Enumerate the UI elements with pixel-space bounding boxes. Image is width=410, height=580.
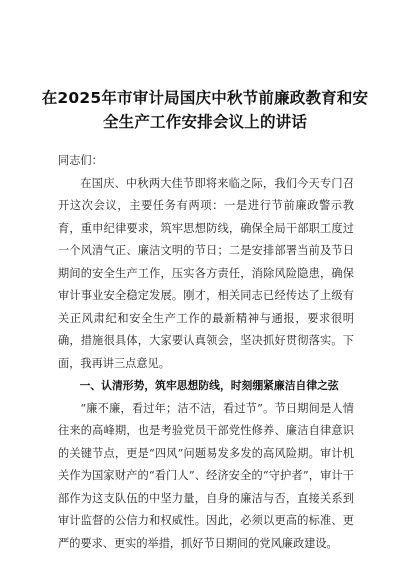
document-title: 在2025年市审计局国庆中秋节前廉政教育和安全生产工作安排会议上的讲话 xyxy=(41,89,369,131)
document-body xyxy=(58,150,354,555)
body-paragraph-1: 在国庆、中秋两大佳节即将来临之际，我们今天专门召开这次会议，主要任务有两项：一是进行节前廉政警示教育，重申纪律要求，筑牢思想防线，确保全局干部职工度过一个风清气正、廉洁文明的节日；二是安排部署当前及节日期间的安全生产工作，压实各方责任，消除风险隐患，确保审计事业安全稳定发展。刚才，相关同志已经传达了上级有关正风肃纪和安全生产工作的最新精神与通报，要求很明确，措施很具体，大家要认真领会，坚决抓好贯彻落实。下面，我再讲三点意见。 xyxy=(58,176,354,370)
section-heading-1: 一、认清形势，筑牢思想防线，时刻绷紧廉洁自律之弦 xyxy=(79,379,339,392)
salutation: 同志们： xyxy=(58,154,103,167)
section-paragraph-1: “廉不廉，看过年；洁不洁，看过节”。节日期间是人情往来的高峰期，也是考验党员干部党性修养、廉洁自律意识的关键节点，更是“四风”问题易发多发的高风险期。审计机关作为国家财产的“看门人”、经济安全的“守护者”，审计干部作为这支队伍的中坚力量，自身的廉洁与否，直接关系到审计监督的公信力和权威性。因此，必须以更高的标准、更严的要求、更实的举措，抓好节日期间的党风廉政建设。 xyxy=(58,401,354,550)
